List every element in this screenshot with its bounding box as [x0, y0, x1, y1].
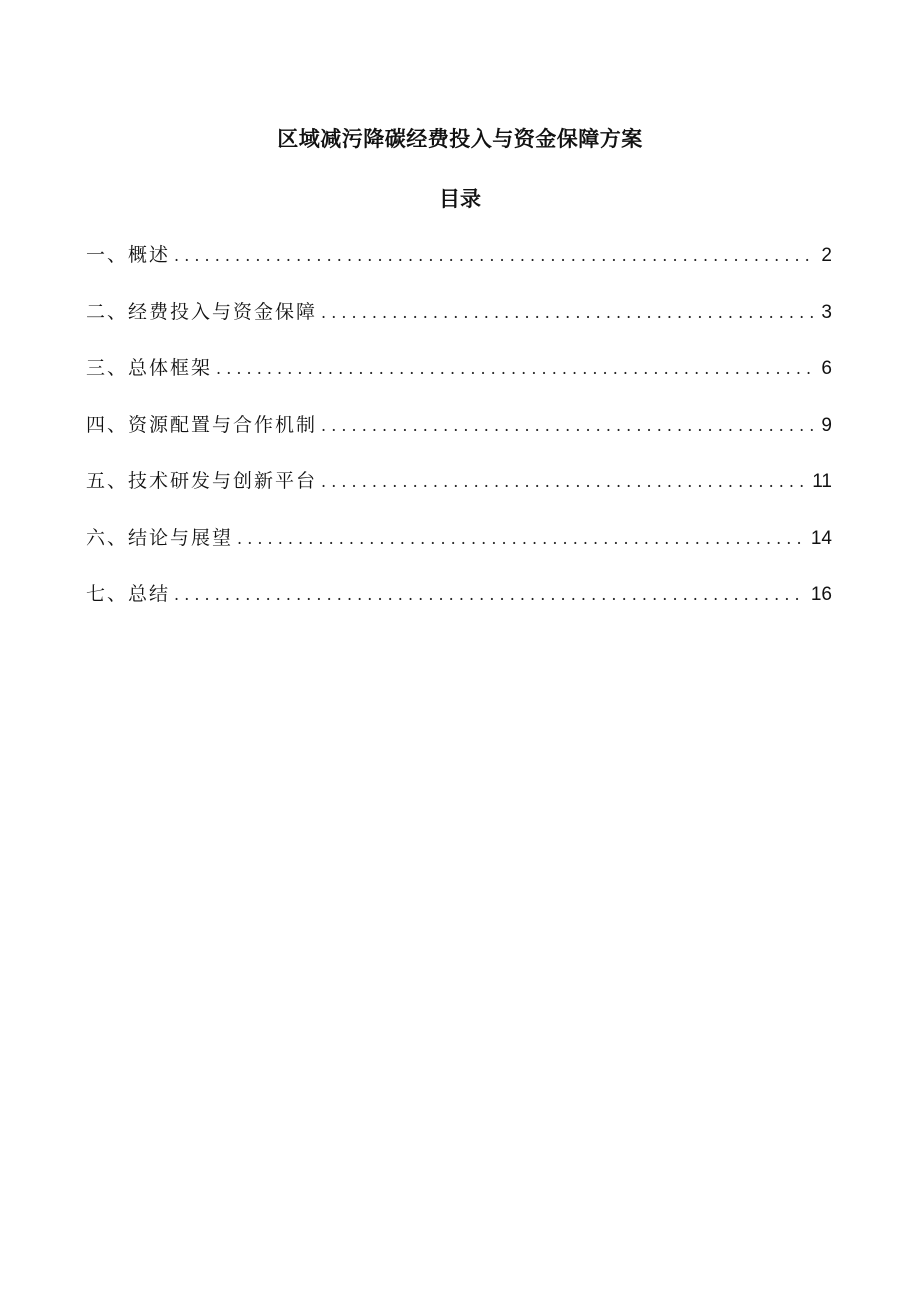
toc-entry[interactable] — [86, 579, 832, 636]
toc-entry[interactable] — [86, 353, 832, 410]
toc-entry[interactable] — [86, 240, 832, 297]
toc-page-number: 16 — [810, 584, 832, 605]
toc-dot-leader — [321, 303, 815, 322]
toc-page-number: 2 — [821, 245, 832, 266]
toc-page-number: 11 — [812, 471, 832, 492]
toc-entry-label: 四、资源配置与合作机制 — [86, 413, 318, 436]
toc-dot-leader — [321, 416, 815, 435]
toc-dot-leader — [216, 359, 815, 378]
toc-page-number: 14 — [810, 527, 832, 549]
toc-dot-leader — [237, 529, 805, 548]
table-of-contents — [86, 240, 832, 636]
toc-entry[interactable] — [86, 523, 832, 580]
document-title: 区域减污降碳经费投入与资金保障方案 — [277, 126, 643, 151]
toc-dot-leader — [321, 472, 806, 491]
toc-entry[interactable] — [86, 466, 832, 523]
toc-dot-leader — [174, 585, 805, 604]
toc-dot-leader — [174, 246, 815, 265]
toc-page-number: 6 — [821, 358, 832, 379]
toc-page-number: 3 — [821, 301, 832, 323]
toc-entry-label: 三、总体框架 — [86, 357, 213, 379]
toc-entry-label: 六、结论与展望 — [86, 526, 234, 549]
toc-entry-label: 一、概述 — [86, 244, 171, 266]
toc-entry[interactable] — [86, 297, 832, 354]
toc-heading: 目录 — [439, 186, 481, 211]
toc-page-number: 9 — [821, 414, 832, 436]
toc-entry-label: 二、经费投入与资金保障 — [86, 300, 318, 323]
toc-entry[interactable] — [86, 410, 832, 467]
toc-entry-label: 七、总结 — [86, 583, 171, 605]
toc-entry-label: 五、技术研发与创新平台 — [86, 470, 318, 492]
